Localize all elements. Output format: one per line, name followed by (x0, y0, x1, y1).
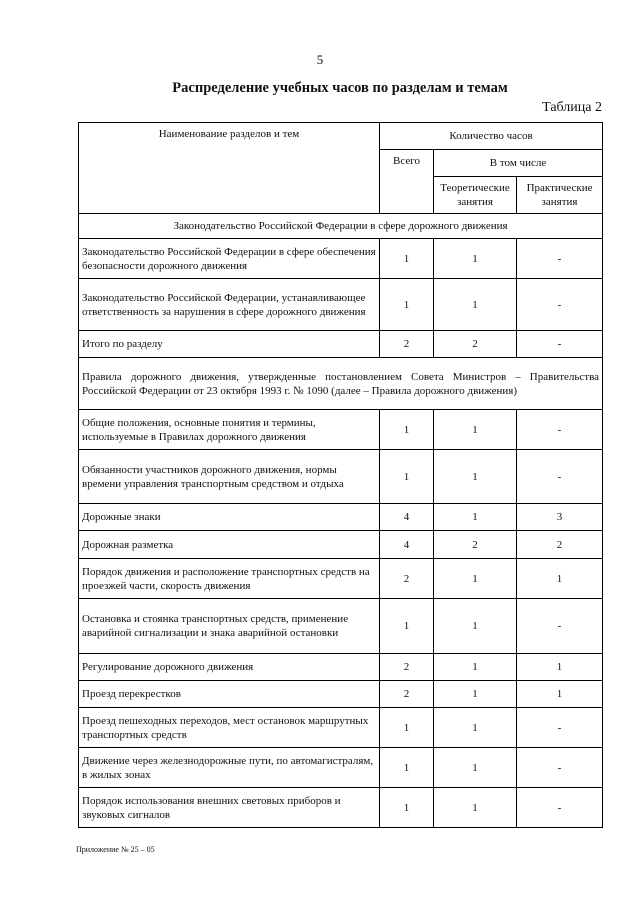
row-practice: - (517, 708, 603, 748)
row-total: 2 (380, 654, 434, 681)
table-row (79, 331, 603, 358)
row-theory: 2 (434, 331, 517, 358)
header-theory: Теоретические занятия (434, 177, 517, 214)
row-total: 2 (380, 681, 434, 708)
row-total: 1 (380, 239, 434, 279)
table-row (79, 708, 603, 748)
row-total: 1 (380, 599, 434, 654)
header-hours: Количество часов (380, 123, 603, 150)
row-practice: - (517, 331, 603, 358)
row-theory: 1 (434, 681, 517, 708)
row-name: Законодательство Российской Федерации, устанавливающее ответственность за нарушения в сфере дорожного движения (79, 279, 380, 331)
row-name: Законодательство Российской Федерации в сфере обеспечения безопасности дорожного движения (79, 239, 380, 279)
footer-note: Приложение № 25 – 05 (76, 845, 155, 854)
row-total: 2 (380, 331, 434, 358)
hours-distribution-table (78, 122, 603, 828)
section-row (79, 214, 603, 239)
row-practice: 1 (517, 654, 603, 681)
row-practice: - (517, 239, 603, 279)
row-practice: - (517, 410, 603, 450)
row-total: 1 (380, 788, 434, 828)
table-row (79, 681, 603, 708)
row-theory: 1 (434, 708, 517, 748)
row-theory: 1 (434, 748, 517, 788)
section-title: Правила дорожного движения, утвержденные постановлением Совета Министров – Правительства Российской Федерации от 23 октября 1993 г. № 1090 (далее – Правила дорожного движения) (79, 358, 603, 410)
row-total: 1 (380, 279, 434, 331)
table-row (79, 788, 603, 828)
section-title: Законодательство Российской Федерации в сфере дорожного движения (79, 214, 603, 239)
row-total: 2 (380, 559, 434, 599)
row-name: Дорожная разметка (79, 531, 380, 559)
table-row (79, 504, 603, 531)
row-theory: 1 (434, 599, 517, 654)
row-practice: - (517, 450, 603, 504)
row-name: Порядок использования внешних световых приборов и звуковых сигналов (79, 788, 380, 828)
row-theory: 1 (434, 788, 517, 828)
row-theory: 1 (434, 410, 517, 450)
row-name: Общие положения, основные понятия и термины, используемые в Правилах дорожного движения (79, 410, 380, 450)
row-name: Остановка и стоянка транспортных средств, применение аварийной сигнализации и знака аварийной остановки (79, 599, 380, 654)
page-number: 5 (316, 52, 324, 67)
table-row (79, 654, 603, 681)
row-total: 4 (380, 504, 434, 531)
header-practice: Практические занятия (517, 177, 603, 214)
row-theory: 1 (434, 654, 517, 681)
row-practice: 1 (517, 559, 603, 599)
row-practice: - (517, 599, 603, 654)
table-label: Таблица 2 (542, 100, 602, 115)
row-name: Проезд перекрестков (79, 681, 380, 708)
table-row (79, 450, 603, 504)
row-theory: 1 (434, 450, 517, 504)
row-name: Обязанности участников дорожного движения, нормы времени управления транспортным средством и отдыха (79, 450, 380, 504)
row-name: Порядок движения и расположение транспортных средств на проезжей части, скорость движения (79, 559, 380, 599)
table-row (79, 410, 603, 450)
row-total: 1 (380, 410, 434, 450)
row-practice: - (517, 748, 603, 788)
row-total: 1 (380, 708, 434, 748)
table-row (79, 239, 603, 279)
row-practice: 3 (517, 504, 603, 531)
row-practice: - (517, 279, 603, 331)
header-section-name: Наименование разделов и тем (79, 123, 380, 214)
page-title: Распределение учебных часов по разделам и темам (172, 80, 508, 96)
table-row (79, 531, 603, 559)
row-theory: 1 (434, 239, 517, 279)
row-practice: 1 (517, 681, 603, 708)
row-name: Проезд пешеходных переходов, мест остановок маршрутных транспортных средств (79, 708, 380, 748)
table-row (79, 559, 603, 599)
header-total: Всего (380, 150, 434, 214)
row-theory: 1 (434, 279, 517, 331)
row-theory: 2 (434, 531, 517, 559)
row-total: 4 (380, 531, 434, 559)
table-row (79, 599, 603, 654)
table-row (79, 279, 603, 331)
row-theory: 1 (434, 504, 517, 531)
table-row (79, 748, 603, 788)
row-name: Движение через железнодорожные пути, по автомагистралям, в жилых зонах (79, 748, 380, 788)
row-name: Регулирование дорожного движения (79, 654, 380, 681)
row-practice: 2 (517, 531, 603, 559)
header-including: В том числе (434, 150, 603, 177)
row-theory: 1 (434, 559, 517, 599)
section-row (79, 358, 603, 410)
row-name: Дорожные знаки (79, 504, 380, 531)
row-total: 1 (380, 748, 434, 788)
row-practice: - (517, 788, 603, 828)
row-name: Итого по разделу (79, 331, 380, 358)
row-total: 1 (380, 450, 434, 504)
